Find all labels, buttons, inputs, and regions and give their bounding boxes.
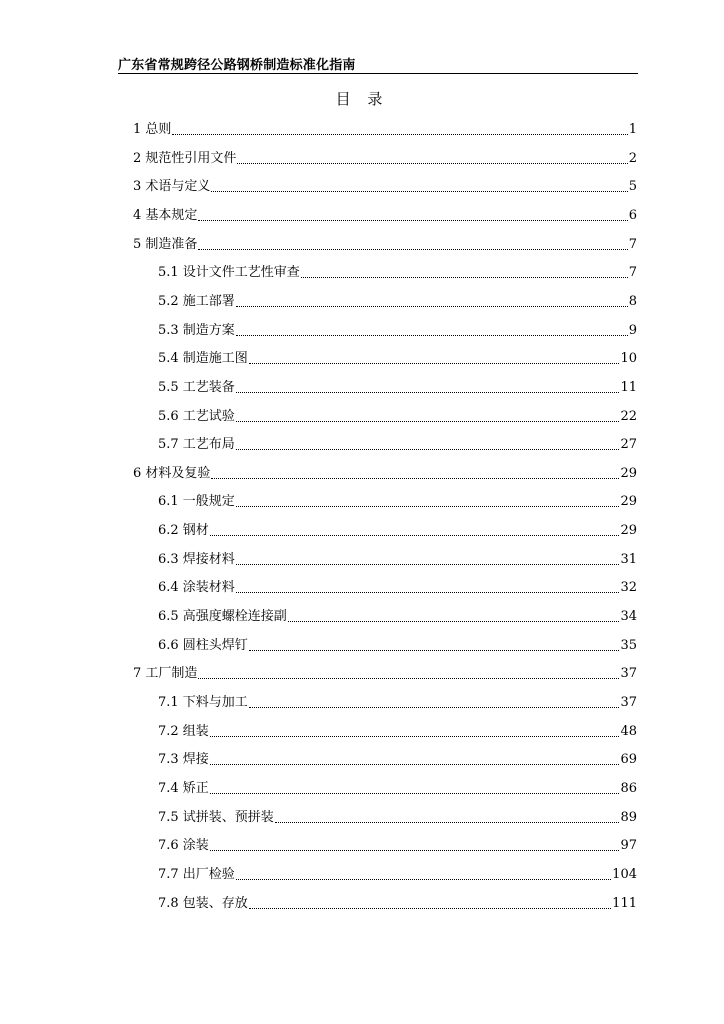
toc-entry[interactable] — [133, 121, 637, 139]
toc-entry-page-number: 7 — [628, 265, 637, 281]
toc-entry[interactable] — [158, 493, 637, 511]
toc-entry-page-number: 5 — [628, 179, 637, 195]
toc-entry[interactable] — [158, 551, 637, 569]
toc-entry-page-number: 29 — [620, 494, 637, 510]
toc-entry[interactable] — [133, 236, 637, 254]
toc-entry-page-number: 27 — [620, 437, 637, 453]
toc-entry[interactable] — [133, 150, 637, 168]
toc-entry-label: 7 工厂制造 — [133, 666, 198, 682]
toc-entry-page-number: 86 — [620, 780, 637, 796]
toc-dot-leader — [236, 563, 620, 565]
toc-dot-leader — [236, 505, 620, 507]
toc-entry[interactable] — [158, 379, 637, 397]
toc-entry-page-number: 48 — [620, 723, 637, 739]
toc-entry-page-number: 9 — [628, 322, 637, 338]
toc-entry-label: 5.3 制造方案 — [158, 322, 235, 338]
toc-entry-label: 4 基本规定 — [133, 207, 198, 223]
toc-entry-page-number: 8 — [628, 293, 637, 309]
toc-dot-leader — [301, 276, 628, 278]
toc-entry-page-number: 34 — [620, 609, 637, 624]
toc-dot-leader — [249, 706, 620, 708]
toc-entry[interactable] — [158, 436, 637, 454]
toc-dot-leader — [275, 821, 620, 823]
toc-entry[interactable] — [133, 207, 637, 225]
toc-dot-leader — [198, 219, 627, 221]
toc-entry-label: 6.3 焊接材料 — [158, 551, 235, 567]
toc-dot-leader — [172, 133, 627, 135]
toc-entry-page-number: 104 — [612, 866, 637, 882]
toc-entry-label: 5.5 工艺装备 — [158, 379, 235, 395]
toc-entry[interactable] — [158, 637, 637, 655]
toc-entry[interactable] — [158, 837, 637, 855]
toc-dot-leader — [210, 792, 620, 794]
toc-dot-leader — [210, 849, 620, 851]
toc-entry[interactable] — [158, 608, 637, 626]
toc-dot-leader — [236, 420, 620, 422]
toc-dot-leader — [198, 677, 619, 679]
toc-entry-label: 6.5 高强度螺栓连接副 — [158, 609, 287, 624]
toc-entry[interactable] — [158, 694, 637, 712]
toc-entry-label: 6.6 圆柱头焊钉 — [158, 637, 248, 653]
toc-entry-label: 5 制造准备 — [133, 236, 198, 252]
toc-entry-label: 7.2 组装 — [158, 723, 209, 739]
toc-entry[interactable] — [158, 322, 637, 340]
toc-entry-label: 7.8 包装、存放 — [158, 895, 248, 911]
toc-dot-leader — [249, 362, 620, 364]
toc-entry-label: 5.1 设计文件工艺性审查 — [158, 265, 300, 281]
toc-dot-leader — [211, 477, 619, 479]
toc-entry[interactable] — [158, 780, 637, 798]
toc-entry-label: 5.7 工艺布局 — [158, 437, 235, 453]
toc-entry-label: 7.4 矫正 — [158, 780, 209, 796]
toc-heading: 目 录 — [335, 90, 389, 108]
toc-entry-label: 7.5 试拼装、预拼装 — [158, 809, 274, 825]
document-title: 广东省常规跨径公路钢桥制造标准化指南 — [118, 58, 356, 73]
toc-entry-label: 6.2 钢材 — [158, 523, 209, 539]
toc-entry-page-number: 35 — [620, 637, 637, 653]
toc-entry[interactable] — [133, 465, 637, 483]
toc-entry[interactable] — [158, 579, 637, 597]
toc-dot-leader — [198, 248, 627, 250]
toc-entry[interactable] — [158, 866, 637, 884]
toc-entry-page-number: 1 — [628, 122, 637, 137]
toc-entry-label: 7.1 下料与加工 — [158, 695, 248, 710]
toc-entry[interactable] — [158, 809, 637, 827]
toc-entry-label: 7.6 涂装 — [158, 838, 209, 854]
toc-entry-page-number: 2 — [628, 150, 637, 166]
toc-entry-label: 3 术语与定义 — [133, 179, 211, 195]
toc-entry-label: 5.2 施工部署 — [158, 293, 235, 309]
toc-entry-page-number: 29 — [620, 523, 637, 539]
toc-dot-leader — [236, 591, 620, 593]
toc-dot-leader — [237, 162, 627, 164]
toc-entry-page-number: 6 — [628, 207, 637, 223]
toc-entry-page-number: 7 — [628, 236, 637, 252]
toc-dot-leader — [211, 190, 627, 192]
toc-dot-leader — [236, 448, 620, 450]
toc-dot-leader — [236, 391, 620, 393]
toc-entry[interactable] — [133, 665, 637, 683]
toc-entry-page-number: 37 — [620, 666, 637, 682]
toc-entry[interactable] — [158, 723, 637, 741]
toc-entry[interactable] — [133, 178, 637, 196]
toc-entry-label: 1 总则 — [133, 122, 172, 137]
toc-dot-leader — [236, 878, 611, 880]
toc-entry-page-number: 22 — [620, 408, 637, 424]
toc-entry-page-number: 10 — [620, 351, 637, 367]
toc-entry-page-number: 111 — [612, 895, 637, 911]
toc-dot-leader — [236, 305, 628, 307]
toc-entry[interactable] — [158, 751, 637, 769]
toc-entry[interactable] — [158, 895, 637, 913]
toc-entry-label: 7.7 出厂检验 — [158, 866, 235, 882]
toc-entry[interactable] — [158, 522, 637, 540]
toc-dot-leader — [210, 534, 620, 536]
toc-entry-label: 7.3 焊接 — [158, 752, 209, 768]
toc-entry-page-number: 32 — [620, 580, 637, 596]
toc-dot-leader — [249, 649, 620, 651]
toc-dot-leader — [236, 334, 628, 336]
toc-dot-leader — [210, 763, 620, 765]
toc-entry[interactable] — [158, 293, 637, 311]
toc-entry[interactable] — [158, 264, 637, 282]
toc-entry-label: 6 材料及复验 — [133, 465, 211, 481]
toc-entry-label: 6.4 涂装材料 — [158, 580, 235, 596]
toc-dot-leader — [210, 735, 620, 737]
toc-entry-page-number: 89 — [620, 809, 637, 825]
toc-dot-leader — [288, 620, 620, 622]
toc-entry[interactable] — [158, 408, 637, 426]
toc-entry-label: 5.6 工艺试验 — [158, 408, 235, 424]
toc-entry-page-number: 31 — [620, 551, 637, 567]
toc-entry-label: 2 规范性引用文件 — [133, 150, 237, 166]
toc-entry-page-number: 29 — [620, 465, 637, 481]
toc-dot-leader — [249, 907, 611, 909]
toc-entry[interactable] — [158, 350, 637, 368]
toc-entry-page-number: 37 — [620, 695, 637, 710]
toc-entry-label: 5.4 制造施工图 — [158, 351, 248, 367]
toc-entry-page-number: 69 — [620, 752, 637, 768]
toc-entry-page-number: 97 — [620, 838, 637, 854]
toc-entry-page-number: 11 — [620, 379, 637, 395]
toc-entry-label: 6.1 一般规定 — [158, 494, 235, 510]
